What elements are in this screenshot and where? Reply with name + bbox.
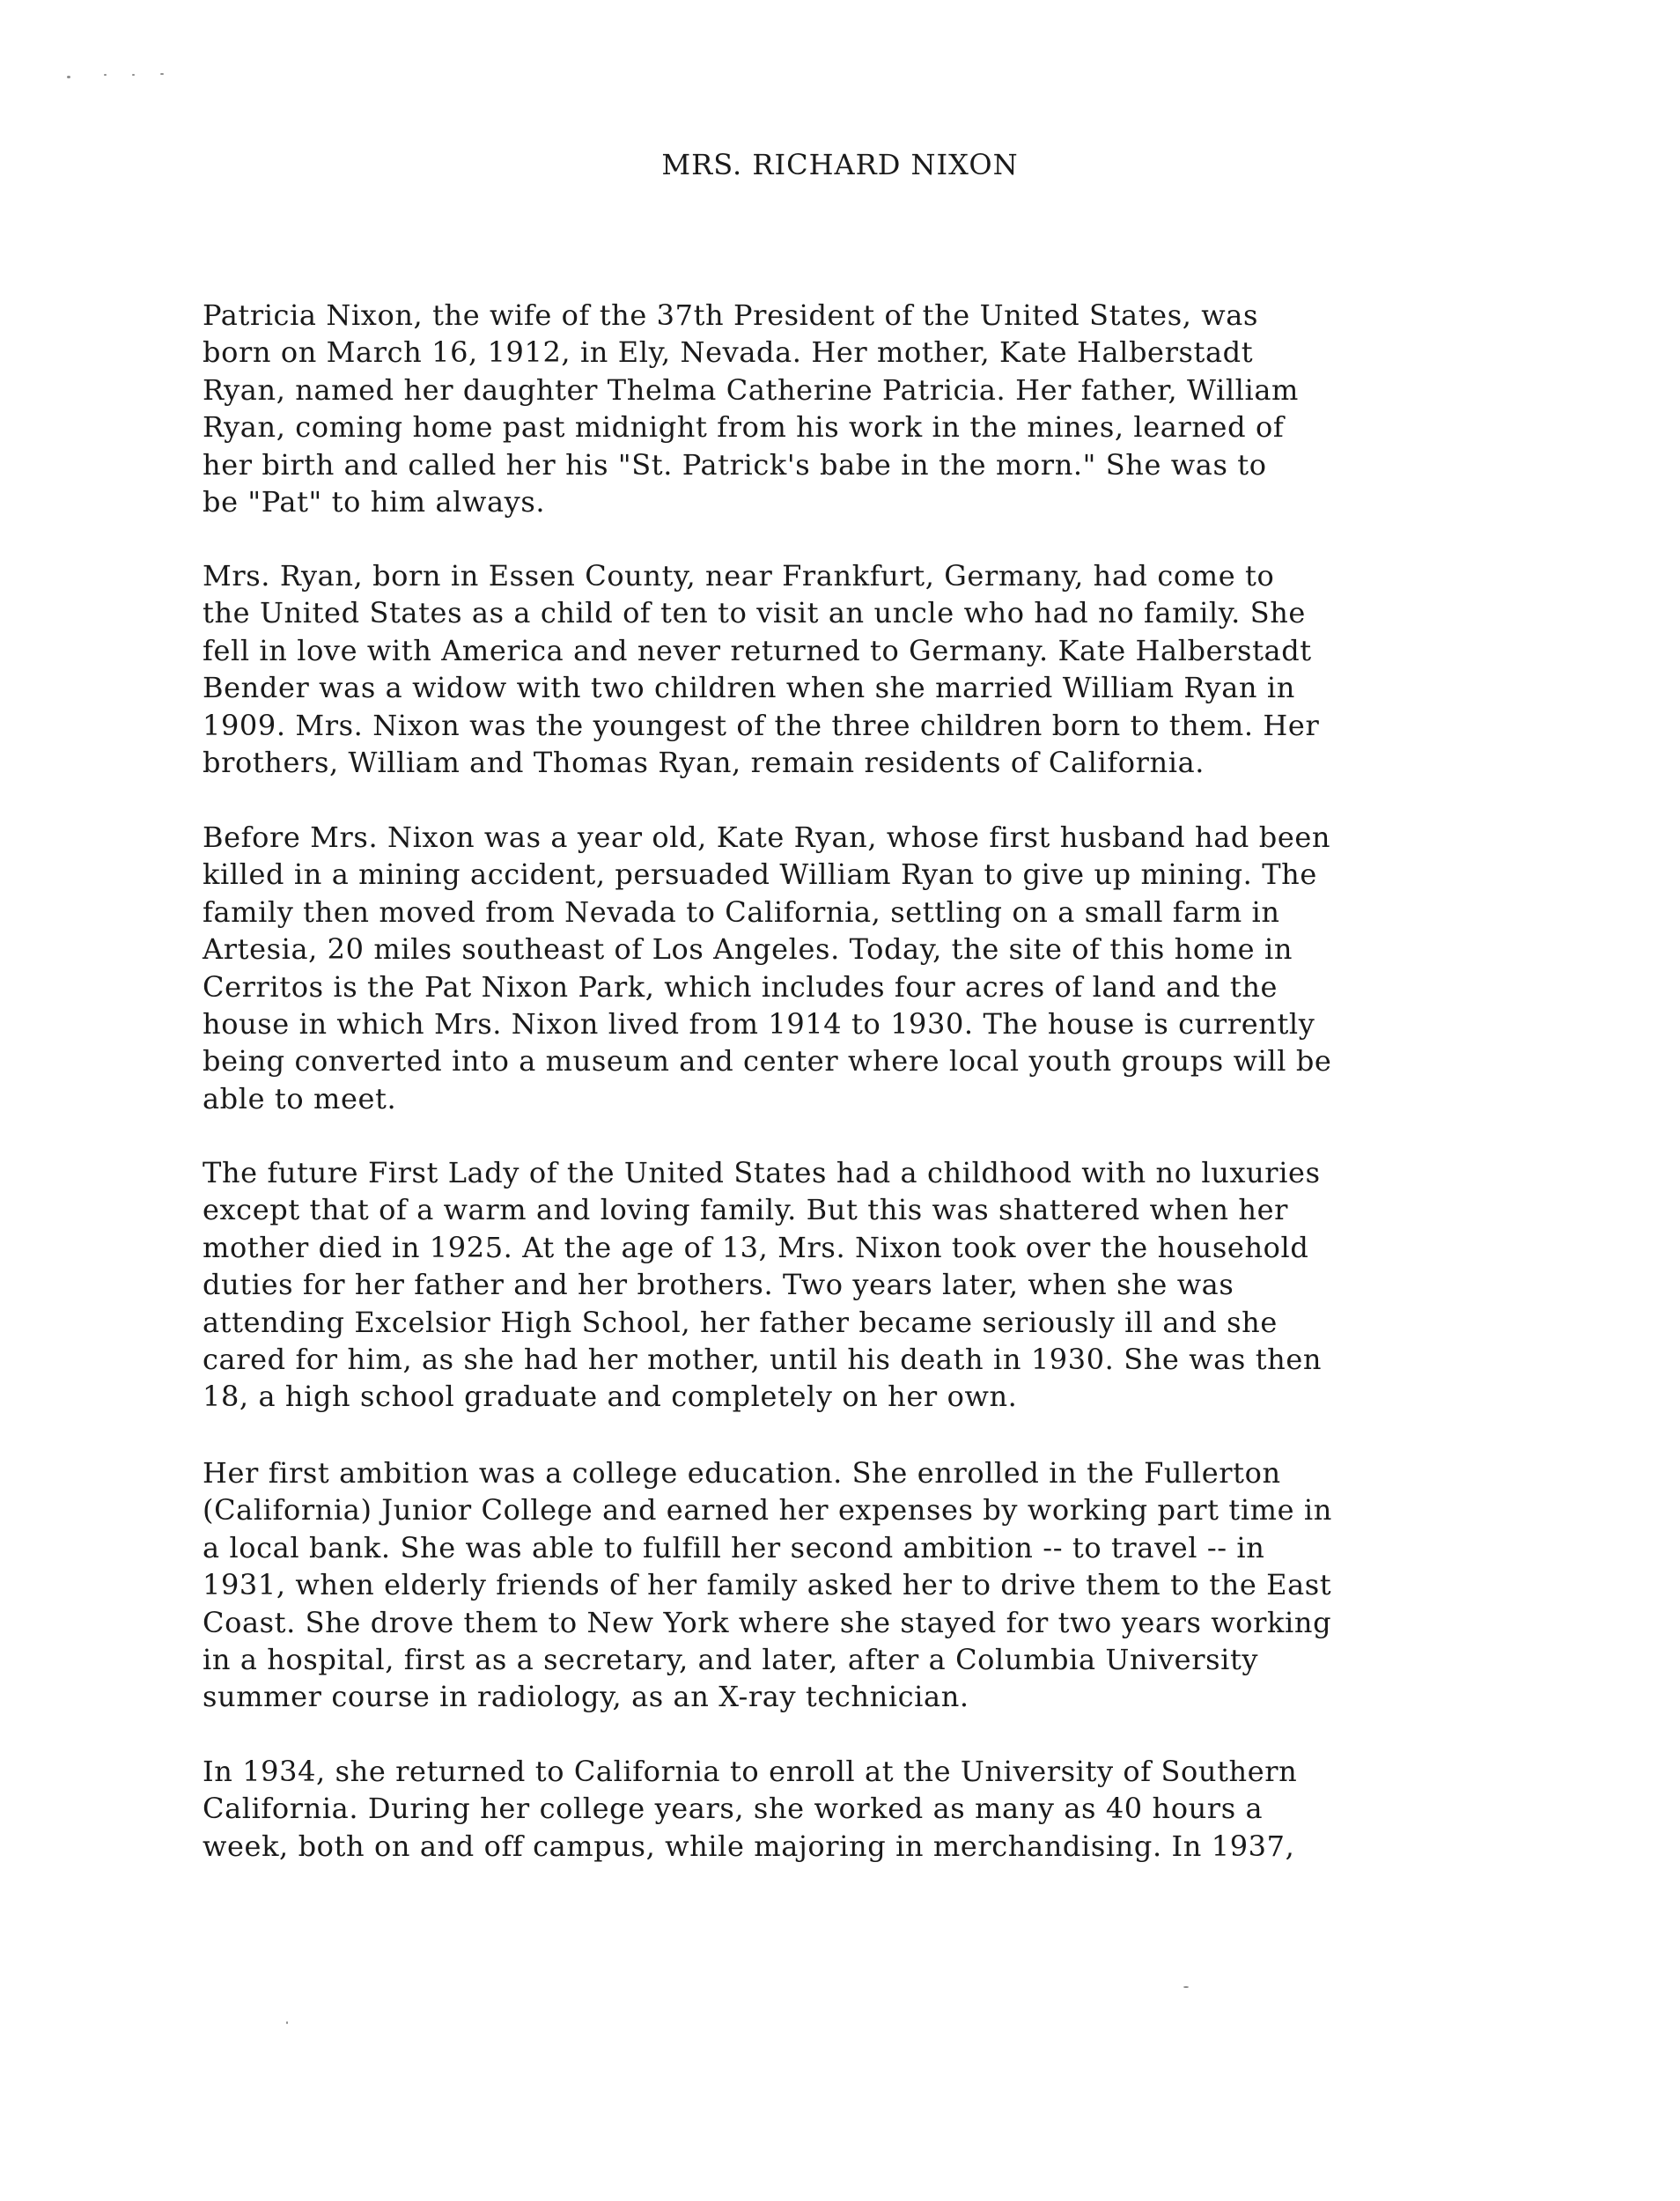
scan-speck <box>67 76 70 78</box>
text-line: mother died in 1925. At the age of 13, Mrs. Nixon took over the household <box>203 1230 1309 1264</box>
text-line: attending Excelsior High School, her father became seriously ill and she <box>203 1305 1278 1339</box>
text-line: in a hospital, first as a secretary, and later, after a Columbia University <box>203 1643 1259 1677</box>
text-line: Ryan, coming home past midnight from his work in the mines, learned of <box>203 410 1285 445</box>
scan-speck <box>1183 1986 1189 1988</box>
text-line: California. During her college years, she worked as many as 40 hours a <box>203 1792 1264 1826</box>
text-line: week, both on and off campus, while majoring in merchandising. In 1937, <box>203 1829 1295 1863</box>
paragraph-6 <box>203 1753 1506 1865</box>
text-line: Before Mrs. Nixon was a year old, Kate Ryan, whose first husband had been <box>203 821 1331 854</box>
text-line: summer course in radiology, as an X-ray technician. <box>203 1680 969 1714</box>
text-line: 18, a high school graduate and completely on her own. <box>203 1380 1018 1414</box>
text-line: duties for her father and her brothers. Two years later, when she was <box>203 1268 1234 1302</box>
text-line: 1931, when elderly friends of her family asked her to drive them to the East <box>203 1568 1332 1602</box>
text-line: born on March 16, 1912, in Ely, Nevada. Her mother, Kate Halberstadt <box>203 335 1254 370</box>
paragraph-3 <box>203 819 1506 1117</box>
text-line: Her first ambition was a college education. She enrolled in the Fullerton <box>203 1456 1281 1490</box>
text-line: able to meet. <box>203 1081 397 1115</box>
scan-speck <box>104 74 107 76</box>
text-line: Bender was a widow with two children when she married William Ryan in <box>203 671 1295 705</box>
text-line: 1909. Mrs. Nixon was the youngest of the three children born to them. Her <box>203 708 1320 742</box>
scan-speck <box>286 2021 288 2024</box>
text-line: (California) Junior College and earned her expenses by working part time in <box>203 1493 1332 1527</box>
text-line: Mrs. Ryan, born in Essen County, near Frankfurt, Germany, had come to <box>203 559 1275 593</box>
text-line: killed in a mining accident, persuaded William Ryan to give up mining. The <box>203 858 1317 892</box>
paragraph-4 <box>203 1154 1506 1416</box>
text-line: The future First Lady of the United States had a childhood with no luxuries <box>203 1156 1321 1189</box>
text-line: brothers, William and Thomas Ryan, remain residents of California. <box>203 746 1205 780</box>
text-line: In 1934, she returned to California to enroll at the University of Southern <box>203 1755 1298 1788</box>
text-line: being converted into a museum and center where local youth groups will be <box>203 1044 1332 1078</box>
text-line: cared for him, as she had her mother, until his death in 1930. She was then <box>203 1343 1323 1377</box>
text-line: Patricia Nixon, the wife of the 37th President of the United States, was <box>203 298 1258 332</box>
paragraph-2 <box>203 557 1506 781</box>
text-line: house in which Mrs. Nixon lived from 1914 to 1930. The house is currently <box>203 1007 1315 1042</box>
text-line: Coast. She drove them to New York where she stayed for two years working <box>203 1605 1332 1639</box>
text-line: be "Pat" to him always. <box>203 485 546 519</box>
text-line: family then moved from Nevada to California, settling on a small farm in <box>203 894 1280 929</box>
text-line: Ryan, named her daughter Thelma Catherine Patricia. Her father, William <box>203 372 1299 407</box>
scan-speck <box>160 73 164 75</box>
text-line: Cerritos is the Pat Nixon Park, which includes four acres of land and the <box>203 969 1278 1004</box>
scan-speck <box>132 74 135 76</box>
text-line: except that of a warm and loving family. But this was shattered when her <box>203 1193 1289 1227</box>
text-line: a local bank. She was able to fulfill her second ambition -- to travel -- in <box>203 1530 1265 1564</box>
text-line: the United States as a child of ten to visit an uncle who had no family. She <box>203 596 1306 630</box>
paragraph-1 <box>203 297 1506 520</box>
text-line: Artesia, 20 miles southeast of Los Angeles. Today, the site of this home in <box>203 932 1293 967</box>
text-line: fell in love with America and never returned to Germany. Kate Halberstadt <box>203 633 1312 667</box>
page-title: MRS. RICHARD NIXON <box>661 148 1019 181</box>
paragraph-5 <box>203 1454 1506 1716</box>
text-line: her birth and called her his "St. Patrick's babe in the morn." She was to <box>203 447 1267 482</box>
